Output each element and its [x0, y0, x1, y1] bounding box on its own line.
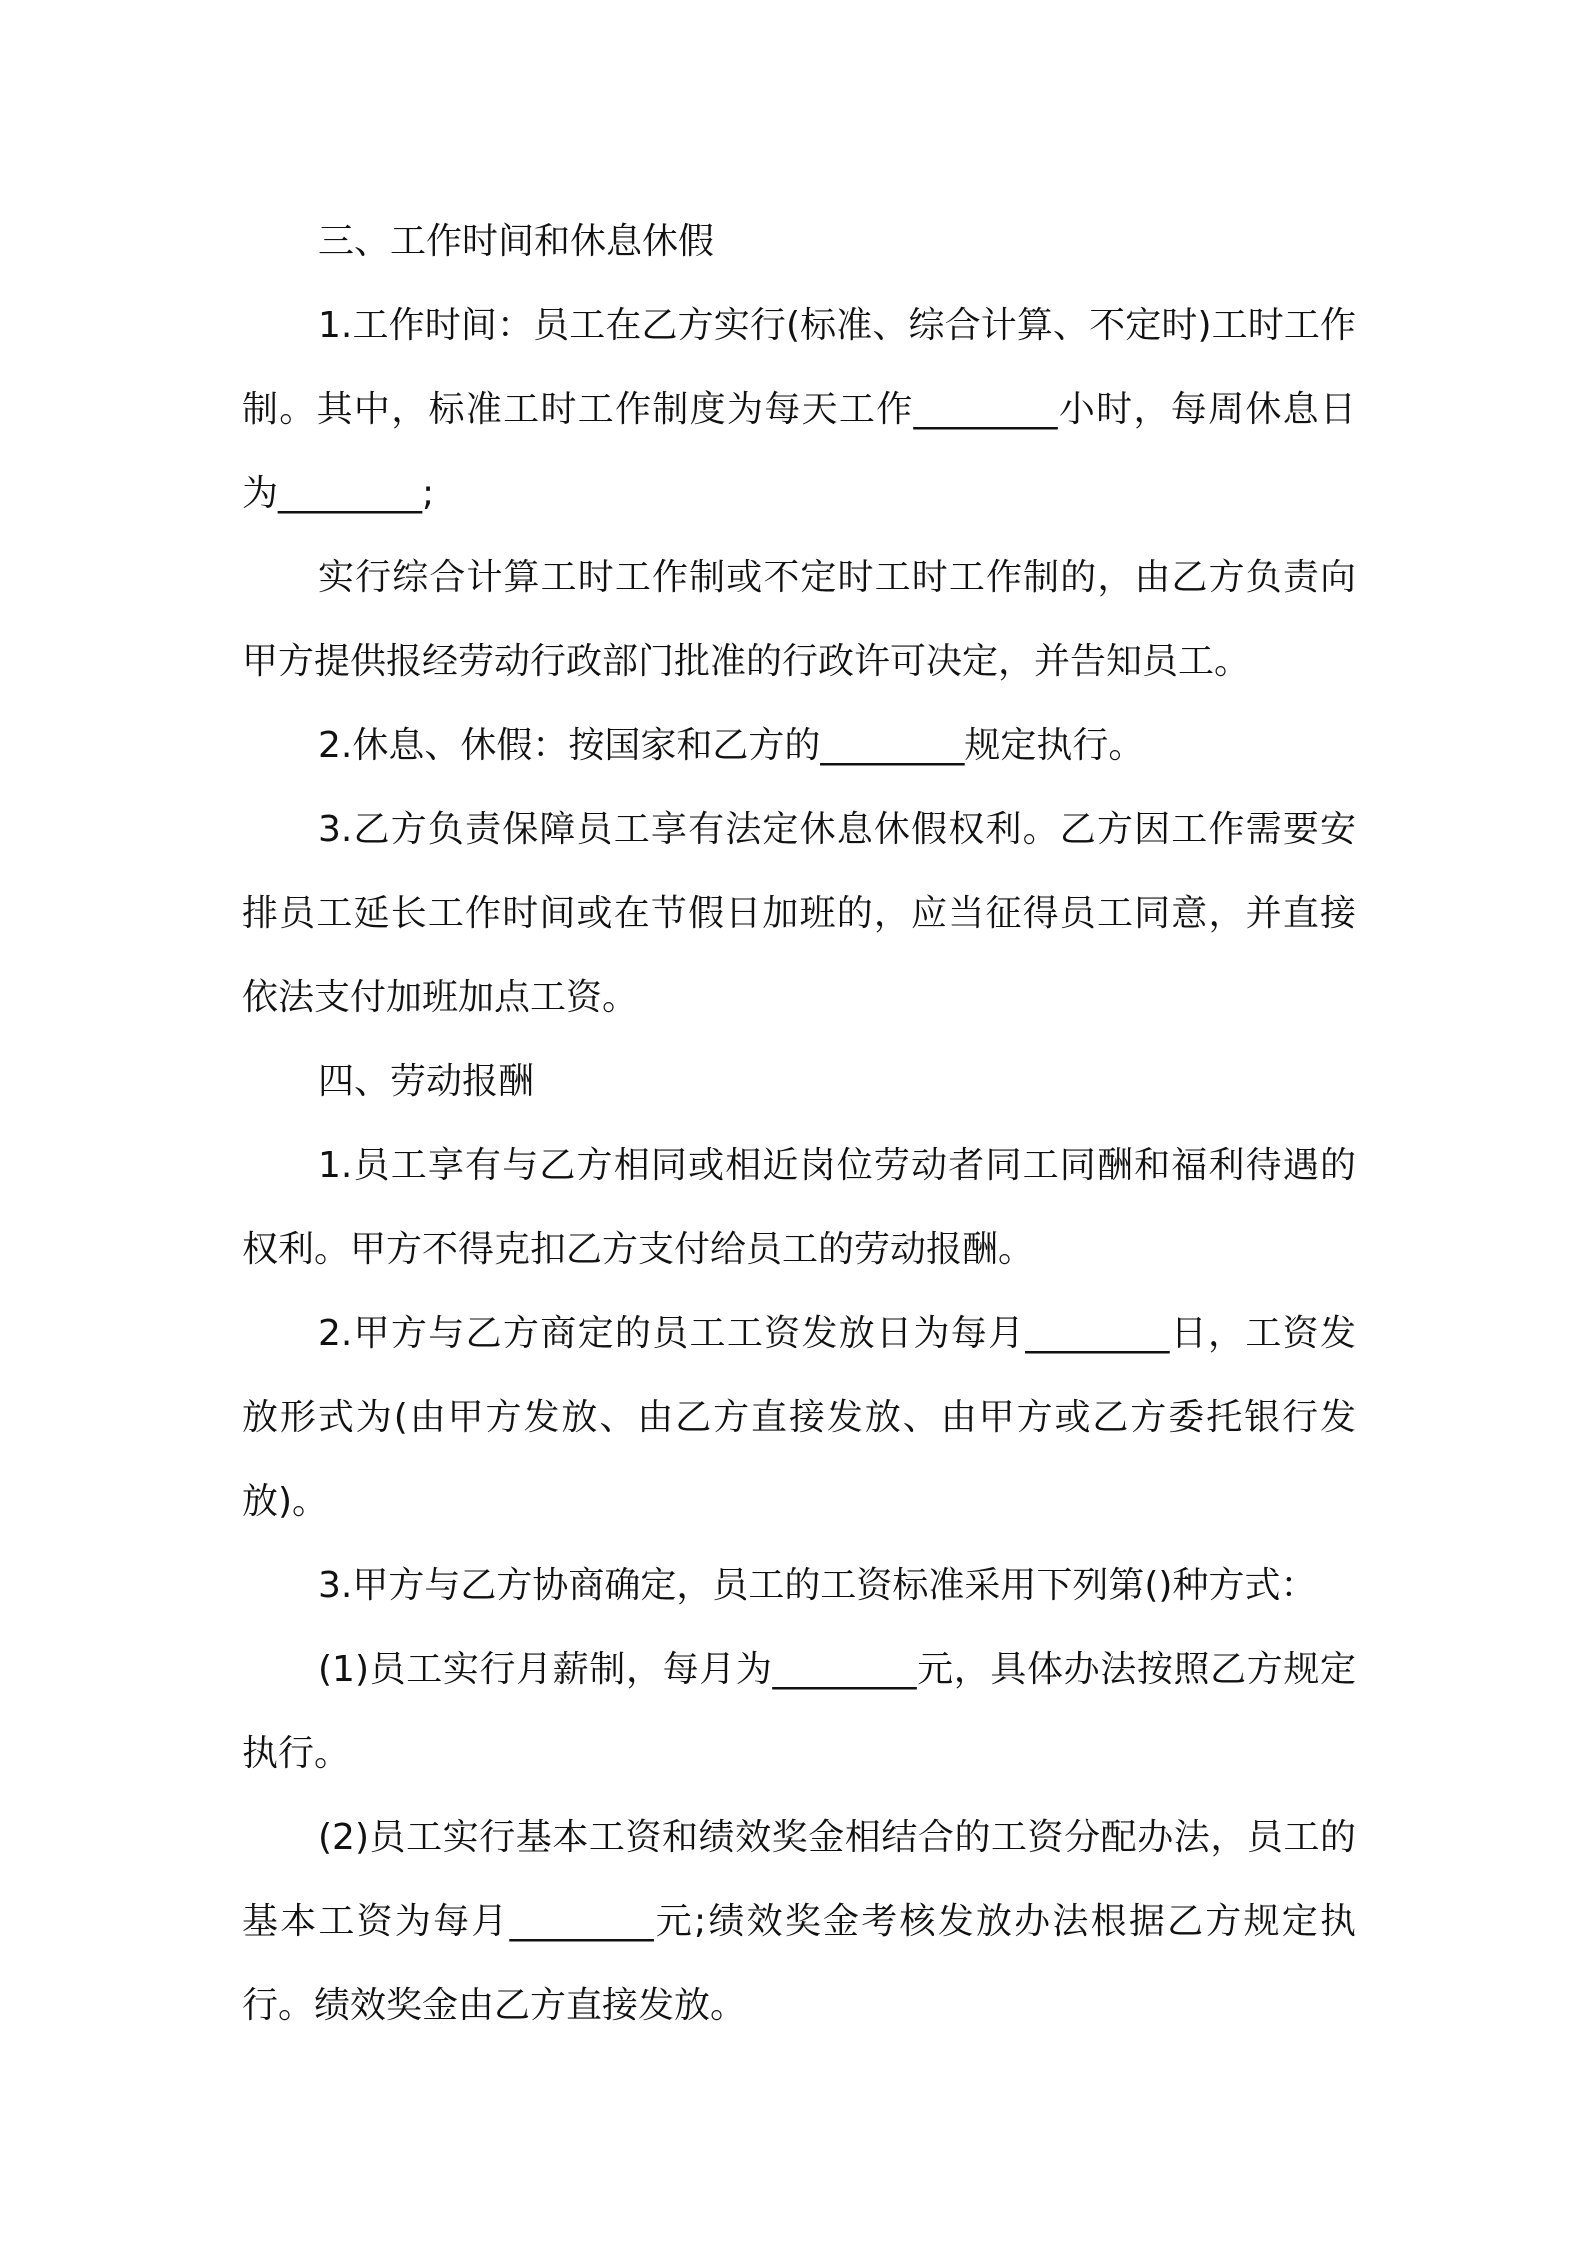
paragraph-flexible-hours: 实行综合计算工时工作制或不定时工时工作制的，由乙方负责向甲方提供报经劳动行政部门批准的行政许可决定，并告知员工。	[242, 557, 1356, 682]
paragraph-rest-leave: 2.休息、休假：按国家和乙方的________规定执行。	[318, 725, 1145, 766]
section-heading-work-hours: 三、工作时间和休息休假	[318, 221, 715, 262]
paragraph-pay-day: 2.甲方与乙方商定的员工工资发放日为每月________日，工资发放形式为(由甲方发放、由乙方直接发放、由甲方或乙方委托银行发放)。	[242, 1313, 1356, 1522]
paragraph-pay-method: 3.甲方与乙方协商确定，员工的工资标准采用下列第()种方式：	[318, 1565, 1317, 1606]
section-heading-remuneration: 四、劳动报酬	[318, 1061, 535, 1102]
paragraph-base-and-bonus: (2)员工实行基本工资和绩效奖金相结合的工资分配办法，员工的基本工资为每月________元;绩效奖金考核发放办法根据乙方规定执行。绩效奖金由乙方直接发放。	[242, 1817, 1356, 2026]
paragraph-work-time: 1.工作时间：员工在乙方实行(标准、综合计算、不定时)工时工作制。其中，标准工时工作制度为每天工作________小时，每周休息日为________;	[242, 305, 1356, 514]
paragraph-equal-pay: 1.员工享有与乙方相同或相近岗位劳动者同工同酬和福利待遇的权利。甲方不得克扣乙方支付给员工的劳动报酬。	[242, 1145, 1356, 1270]
paragraph-overtime: 3.乙方负责保障员工享有法定休息休假权利。乙方因工作需要安排员工延长工作时间或在节假日加班的，应当征得员工同意，并直接依法支付加班加点工资。	[242, 809, 1356, 1018]
paragraph-monthly-salary: (1)员工实行月薪制，每月为________元，具体办法按照乙方规定执行。	[242, 1649, 1356, 1774]
document-body	[242, 200, 1356, 2048]
